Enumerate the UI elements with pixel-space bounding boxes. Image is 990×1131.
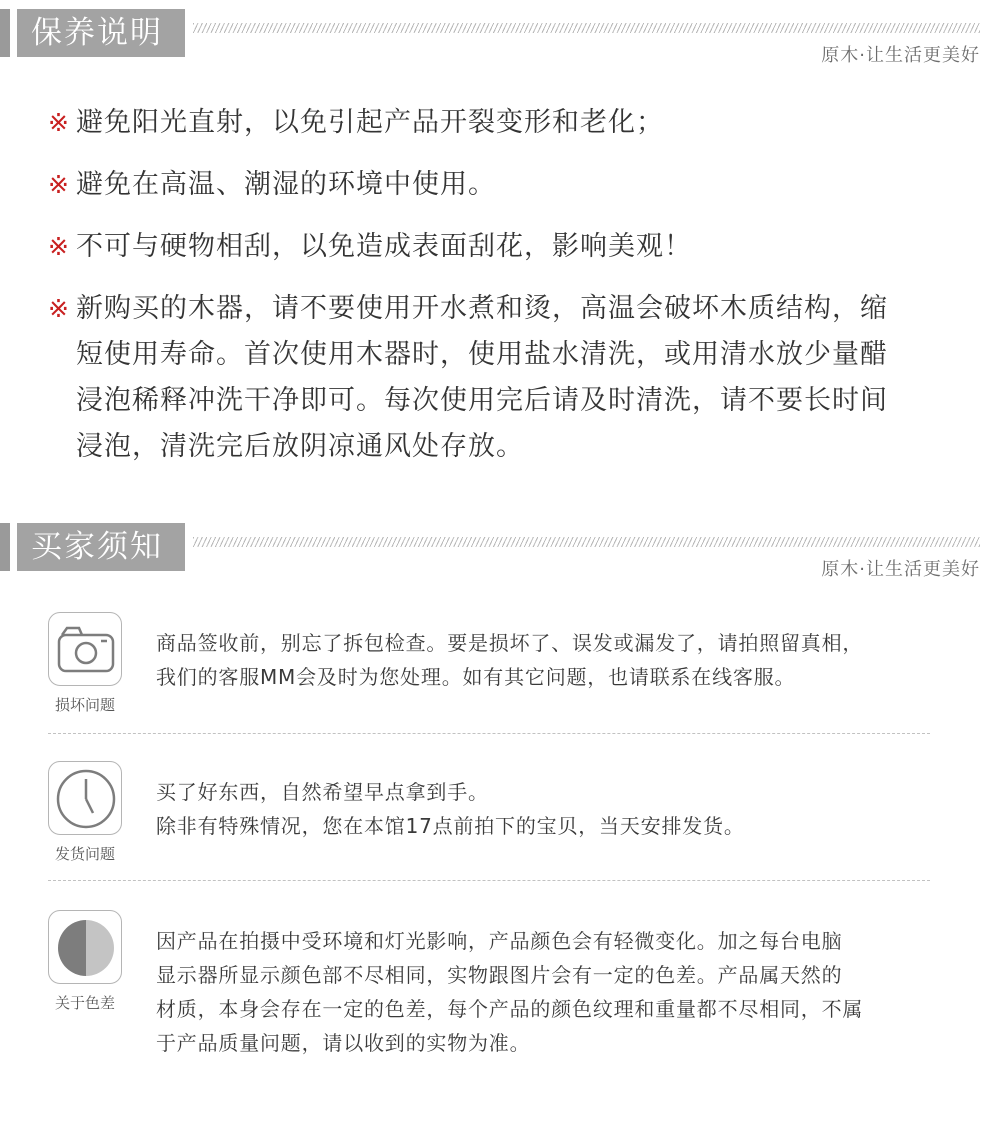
care-item-line: 避免在高温、潮湿的环境中使用。	[76, 169, 496, 200]
icon-caption: 关于色差	[54, 994, 115, 1012]
care-section-header	[0, 9, 990, 89]
notice-line: 商品签收前，别忘了拆包检查。要是损坏了、误发或漏发了，请拍照留真相，	[156, 631, 864, 655]
header-accent-bar	[0, 9, 10, 57]
care-item-line: 不可与硬物相刮，以免造成表面刮花，影响美观！	[76, 231, 692, 262]
buyer-section-tagline: 原木·让生活更美好	[821, 559, 980, 580]
notice-line: 买了好东西，自然希望早点拿到手。	[156, 780, 489, 804]
notice-line: 我们的客服MM会及时为您处理。如有其它问题，也请联系在线客服。	[156, 665, 796, 689]
header-stripe-divider	[193, 23, 980, 33]
buyer-section-header	[0, 523, 990, 603]
notice-line: 材质，本身会存在一定的色差，每个产品的颜色纹理和重量都不尽相同，不属	[156, 997, 864, 1021]
notice-line: 显示器所显示颜色部不尽相同，实物跟图片会有一定的色差。产品属天然的	[156, 963, 843, 987]
half-circle-color-icon	[48, 910, 122, 984]
care-item-line: 避免阳光直射，以免引起产品开裂变形和老化；	[76, 107, 664, 138]
care-item-line: 浸泡，清洗完后放阴凉通风处存放。	[76, 431, 524, 462]
notice-line: 除非有特殊情况，您在本馆17点前拍下的宝贝，当天安排发货。	[156, 814, 745, 838]
care-item	[50, 100, 950, 146]
camera-icon	[48, 612, 122, 686]
care-item-line: 短使用寿命。首次使用木器时，使用盐水清洗，或用清水放少量醋	[76, 339, 888, 370]
care-item	[50, 286, 950, 470]
care-section-title: 保养说明	[17, 9, 185, 57]
care-instructions-list	[50, 100, 950, 486]
header-accent-bar	[0, 523, 10, 571]
icon-caption: 损坏问题	[54, 696, 115, 714]
reference-mark-icon: ※	[48, 294, 70, 323]
reference-mark-icon: ※	[48, 108, 70, 137]
care-item	[50, 162, 950, 208]
buyer-section-title: 买家须知	[17, 523, 185, 571]
notice-text	[156, 775, 946, 843]
care-section-tagline: 原木·让生活更美好	[821, 45, 980, 66]
notice-line: 于产品质量问题，请以收到的实物为准。	[156, 1031, 531, 1055]
care-item-line: 浸泡稀释冲洗干净即可。每次使用完后请及时清洗，请不要长时间	[76, 385, 888, 416]
clock-icon	[48, 761, 122, 835]
header-stripe-divider	[193, 537, 980, 547]
dashed-divider	[48, 733, 930, 734]
icon-caption: 发货问题	[54, 845, 115, 863]
reference-mark-icon: ※	[48, 232, 70, 261]
notice-text	[156, 924, 946, 1060]
dashed-divider	[48, 880, 930, 881]
notice-line: 因产品在拍摄中受环境和灯光影响，产品颜色会有轻微变化。加之每台电脑	[156, 929, 843, 953]
care-item-line: 新购买的木器，请不要使用开水煮和烫，高温会破坏木质结构，缩	[76, 293, 888, 324]
care-item	[50, 224, 950, 270]
notice-text	[156, 626, 946, 694]
reference-mark-icon: ※	[48, 170, 70, 199]
